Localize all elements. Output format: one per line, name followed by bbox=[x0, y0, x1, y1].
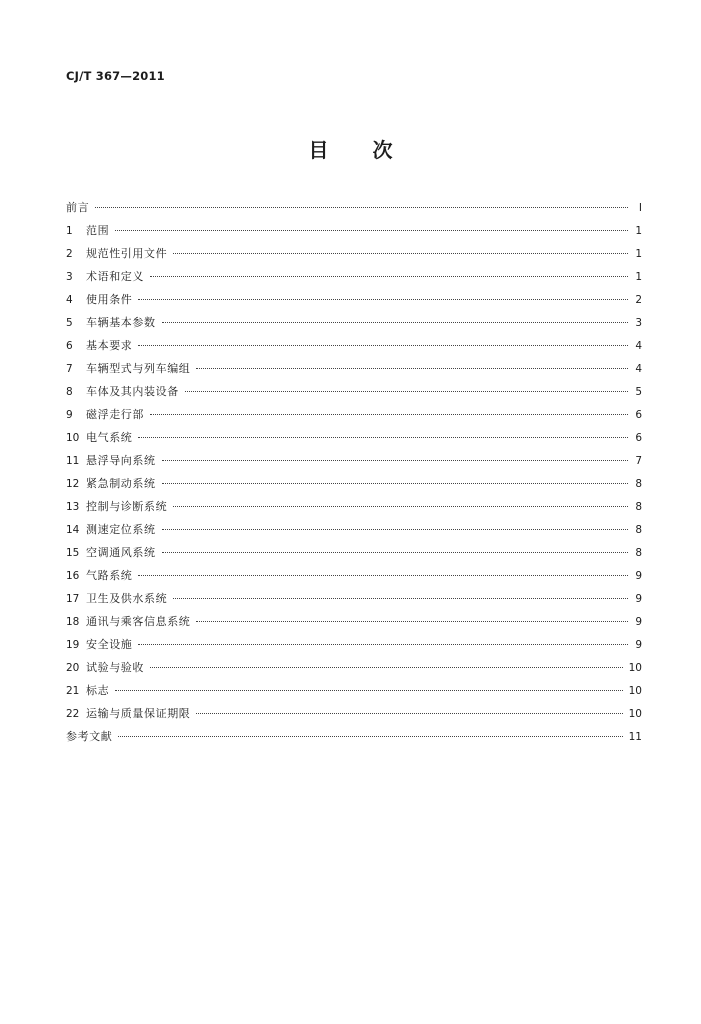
toc-entry-page: Ⅰ bbox=[638, 202, 642, 214]
toc-entry-title: 参考文献 bbox=[66, 730, 113, 743]
toc-entry[interactable] bbox=[66, 541, 642, 564]
toc-entry-title: 前言 bbox=[66, 201, 90, 214]
toc-entry[interactable] bbox=[66, 495, 642, 518]
toc-entry-title: 气路系统 bbox=[86, 569, 133, 582]
toc-entry-title: 安全设施 bbox=[86, 638, 133, 651]
document-code: CJ/T 367—2011 bbox=[66, 69, 165, 83]
toc-dot-leader bbox=[150, 666, 623, 668]
toc-entry-title: 紧急制动系统 bbox=[86, 477, 156, 490]
toc-entry-number: 12 bbox=[66, 478, 80, 490]
toc-entry[interactable] bbox=[66, 219, 642, 242]
toc-entry[interactable] bbox=[66, 472, 642, 495]
toc-entry-page: 11 bbox=[628, 731, 642, 743]
toc-entry-page: 4 bbox=[635, 363, 642, 375]
toc-entry-number: 21 bbox=[66, 685, 80, 697]
toc-entry[interactable] bbox=[66, 357, 642, 380]
toc-entry-title: 试验与验收 bbox=[86, 661, 144, 674]
toc-entry[interactable] bbox=[66, 311, 642, 334]
toc-entry[interactable] bbox=[66, 725, 642, 748]
toc-entry-title: 空调通风系统 bbox=[86, 546, 156, 559]
toc-entry[interactable] bbox=[66, 518, 642, 541]
toc-entry-page: 1 bbox=[635, 271, 642, 283]
toc-entry-title: 规范性引用文件 bbox=[86, 247, 168, 260]
toc-entry-page: 6 bbox=[635, 409, 642, 421]
toc-entry-title: 卫生及供水系统 bbox=[86, 592, 168, 605]
toc-entry[interactable] bbox=[66, 242, 642, 265]
toc-dot-leader bbox=[196, 712, 622, 714]
toc-entry[interactable] bbox=[66, 610, 642, 633]
toc-entry-title: 运输与质量保证期限 bbox=[86, 707, 191, 720]
toc-entry-title: 车辆基本参数 bbox=[86, 316, 156, 329]
toc-entry[interactable] bbox=[66, 564, 642, 587]
toc-dot-leader bbox=[173, 597, 628, 599]
toc-dot-leader bbox=[173, 252, 628, 254]
toc-dot-leader bbox=[150, 413, 628, 415]
toc-entry[interactable] bbox=[66, 288, 642, 311]
toc-entry[interactable] bbox=[66, 656, 642, 679]
toc-entry-page: 1 bbox=[635, 225, 642, 237]
toc-dot-leader bbox=[138, 298, 628, 300]
toc-entry-title: 基本要求 bbox=[86, 339, 133, 352]
toc-entry-title: 车辆型式与列车编组 bbox=[86, 362, 191, 375]
toc-entry-number: 5 bbox=[66, 317, 73, 329]
toc-entry-number: 19 bbox=[66, 639, 80, 651]
toc-entry-number: 8 bbox=[66, 386, 73, 398]
toc-entry-title: 磁浮走行部 bbox=[86, 408, 144, 421]
toc-entry-title: 使用条件 bbox=[86, 293, 133, 306]
toc-dot-leader bbox=[162, 482, 628, 484]
toc-entry-title: 通讯与乘客信息系统 bbox=[86, 615, 191, 628]
toc-entry-number: 16 bbox=[66, 570, 80, 582]
toc-entry-page: 8 bbox=[635, 478, 642, 490]
toc-entry-title: 术语和定义 bbox=[86, 270, 144, 283]
toc-entry[interactable] bbox=[66, 449, 642, 472]
toc-entry-title: 控制与诊断系统 bbox=[86, 500, 168, 513]
toc-dot-leader bbox=[196, 367, 628, 369]
toc-entry-page: 3 bbox=[635, 317, 642, 329]
toc-entry-page: 10 bbox=[628, 708, 642, 720]
toc-entry-page: 9 bbox=[635, 570, 642, 582]
toc-entry-page: 10 bbox=[628, 685, 642, 697]
toc-dot-leader bbox=[185, 390, 628, 392]
toc-dot-leader bbox=[138, 436, 628, 438]
toc-dot-leader bbox=[118, 735, 622, 737]
toc-entry[interactable] bbox=[66, 403, 642, 426]
toc-dot-leader bbox=[173, 505, 628, 507]
toc-entry[interactable] bbox=[66, 265, 642, 288]
toc-entry-page: 2 bbox=[635, 294, 642, 306]
page-title bbox=[0, 134, 701, 163]
toc-entry-number: 7 bbox=[66, 363, 73, 375]
toc-entry-number: 15 bbox=[66, 547, 80, 559]
toc-entry-number: 1 bbox=[66, 225, 73, 237]
toc-dot-leader bbox=[150, 275, 628, 277]
toc-entry-title: 电气系统 bbox=[86, 431, 133, 444]
toc-entry-number: 2 bbox=[66, 248, 73, 260]
toc-entry-number: 3 bbox=[66, 271, 73, 283]
toc-entry-page: 8 bbox=[635, 547, 642, 559]
toc-entry-title: 车体及其内装设备 bbox=[86, 385, 179, 398]
toc-entry[interactable] bbox=[66, 380, 642, 403]
toc-entry-title: 测速定位系统 bbox=[86, 523, 156, 536]
toc-entry-number: 6 bbox=[66, 340, 73, 352]
toc-entry-page: 9 bbox=[635, 639, 642, 651]
toc-entry[interactable] bbox=[66, 633, 642, 656]
title-part-1: 目 bbox=[308, 138, 329, 162]
toc-entry-page: 8 bbox=[635, 501, 642, 513]
toc-entry-page: 6 bbox=[635, 432, 642, 444]
toc-entry-title: 标志 bbox=[86, 684, 110, 697]
toc-entry-number: 14 bbox=[66, 524, 80, 536]
toc-entry-title: 范围 bbox=[86, 224, 110, 237]
toc-dot-leader bbox=[162, 528, 628, 530]
toc-entry-number: 13 bbox=[66, 501, 80, 513]
toc-dot-leader bbox=[115, 689, 622, 691]
toc-entry-page: 7 bbox=[635, 455, 642, 467]
toc-entry-number: 20 bbox=[66, 662, 80, 674]
toc-dot-leader bbox=[196, 620, 628, 622]
toc-entry[interactable] bbox=[66, 679, 642, 702]
toc-entry-page: 9 bbox=[635, 616, 642, 628]
toc-entry-number: 17 bbox=[66, 593, 80, 605]
toc-entry-page: 4 bbox=[635, 340, 642, 352]
title-part-2: 次 bbox=[372, 138, 393, 162]
toc-dot-leader bbox=[162, 459, 628, 461]
toc-entry-number: 4 bbox=[66, 294, 73, 306]
toc-dot-leader bbox=[162, 551, 628, 553]
toc-entry[interactable] bbox=[66, 587, 642, 610]
table-of-contents bbox=[66, 196, 642, 748]
toc-dot-leader bbox=[138, 344, 628, 346]
toc-entry[interactable] bbox=[66, 334, 642, 357]
toc-dot-leader bbox=[115, 229, 628, 231]
toc-dot-leader bbox=[138, 643, 628, 645]
toc-entry[interactable] bbox=[66, 702, 642, 725]
toc-entry-page: 8 bbox=[635, 524, 642, 536]
toc-entry-page: 9 bbox=[635, 593, 642, 605]
toc-entry-number: 11 bbox=[66, 455, 80, 467]
toc-entry-title: 悬浮导向系统 bbox=[86, 454, 156, 467]
toc-entry-number: 22 bbox=[66, 708, 80, 720]
toc-entry-number: 10 bbox=[66, 432, 80, 444]
toc-dot-leader bbox=[138, 574, 628, 576]
toc-entry-number: 18 bbox=[66, 616, 80, 628]
toc-entry-number: 9 bbox=[66, 409, 73, 421]
toc-entry-page: 10 bbox=[628, 662, 642, 674]
toc-dot-leader bbox=[95, 206, 628, 208]
toc-entry[interactable] bbox=[66, 196, 642, 219]
toc-dot-leader bbox=[162, 321, 628, 323]
toc-entry[interactable] bbox=[66, 426, 642, 449]
toc-entry-page: 5 bbox=[635, 386, 642, 398]
toc-entry-page: 1 bbox=[635, 248, 642, 260]
